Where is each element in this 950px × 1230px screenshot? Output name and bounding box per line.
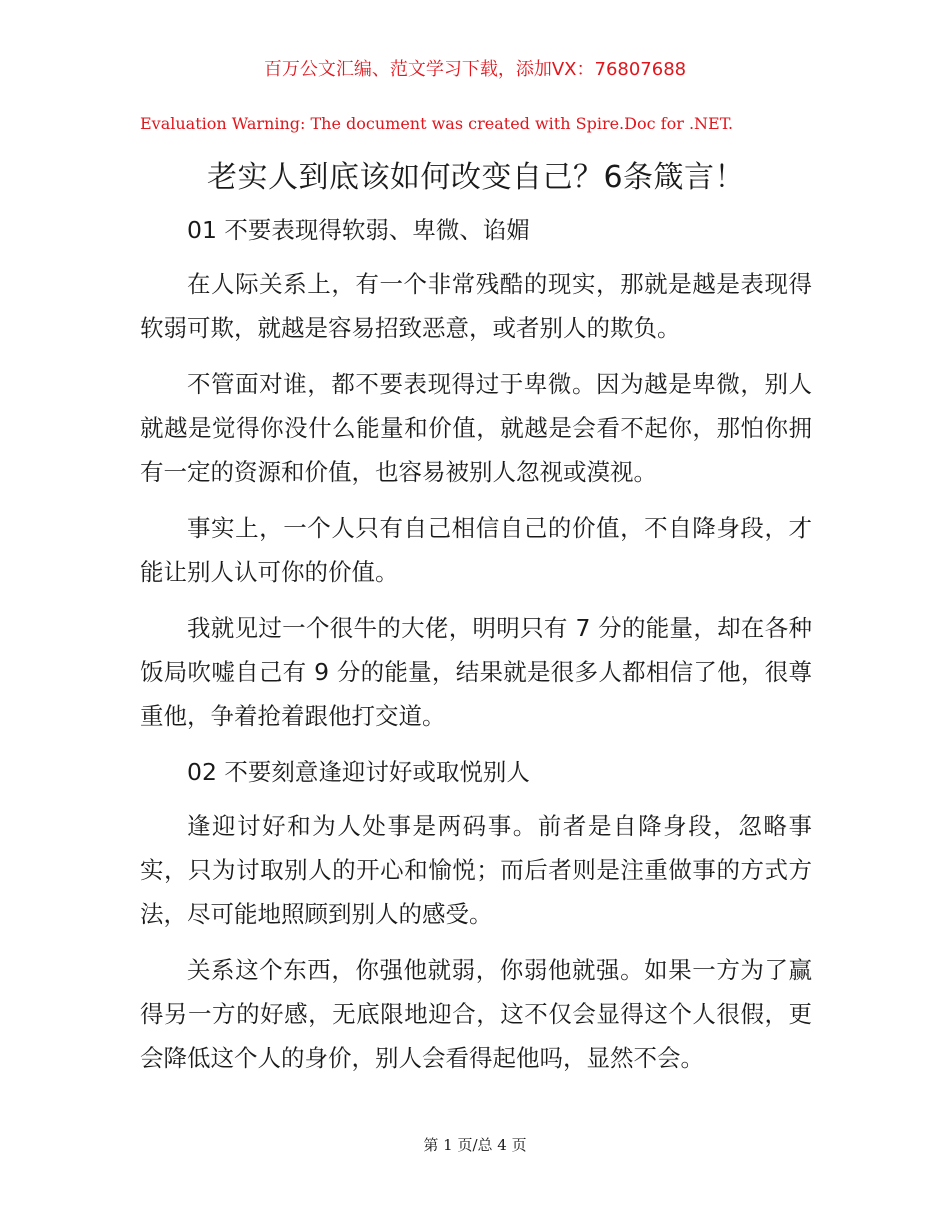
paragraph: 逢迎讨好和为人处事是两码事。前者是自降身段，忽略事实，只为讨取别人的开心和愉悦；而后者则是注重做事的方式方法，尽可能地照顾到别人的感受。 <box>140 812 812 928</box>
evaluation-warning: Evaluation Warning: The document was created with Spire.Doc for .NET. <box>140 114 734 133</box>
paragraph: 不管面对谁，都不要表现得过于卑微。因为越是卑微，别人就越是觉得你没什么能量和价值，就越是会看不起你，那怕你拥有一定的资源和价值，也容易被别人忽视或漠视。 <box>140 370 812 486</box>
paragraph: 在人际关系上，有一个非常残酷的现实，那就是越是表现得软弱可欺，就越是容易招致恶意，或者别人的欺负。 <box>140 270 812 342</box>
paragraph: 关系这个东西，你强他就弱，你弱他就强。如果一方为了赢得另一方的好感，无底限地迎合，这不仅会显得这个人很假，更会降低这个人的身价，别人会看得起他吗，显然不会。 <box>140 956 812 1072</box>
header-ad-text: 百万公文汇编、范文学习下载，添加VX：76807688 <box>263 59 687 80</box>
document-body <box>140 154 812 1092</box>
section-heading-02: 02 不要刻意逢迎讨好或取悦别人 <box>187 758 530 786</box>
document-title: 老实人到底该如何改变自己？6条箴言！ <box>206 160 746 195</box>
paragraph: 我就见过一个很牛的大佬，明明只有 7 分的能量，却在各种饭局吹嘘自己有 9 分的能量，结果就是很多人都相信了他，很尊重他，争着抢着跟他打交道。 <box>140 614 812 730</box>
paragraph: 事实上，一个人只有自己相信自己的价值，不自降身段，才能让别人认可你的价值。 <box>140 514 812 586</box>
section-heading-01: 01 不要表现得软弱、卑微、谄媚 <box>187 216 530 244</box>
page-footer: 第 1 页/总 4 页 <box>423 1136 527 1154</box>
